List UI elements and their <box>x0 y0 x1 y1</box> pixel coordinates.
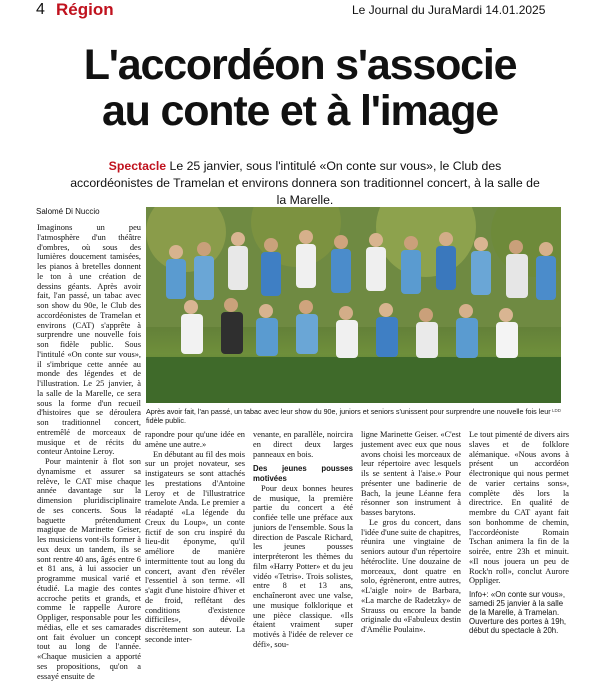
article-column-4 <box>361 430 461 635</box>
kicker: Spectacle <box>108 159 167 173</box>
headline <box>0 42 600 134</box>
paragraph: ligne Marinette Geiser. «C'est justement avec eux que nous avons choisi les morceaux de leur répertoire avec lesquels ils se sentent à l'aise.» Pour présenter une badinerie de Bach, la jeune Léanne fera résonner son instrument à basses barytons. <box>361 430 461 517</box>
paragraph: En débutant au fil des mois sur un projet novateur, ses instigateurs se sont attachés les prestations d'Antoine Leroy et de l'illustratrice tramelote Anda. Le premier a réadapté «La légende du Creux du Loup», un conte fictif de son cru inspiré du lieu-dit éponyme, qu'il améliore de manière intermittente tout au long du concert, avant d'en révéler l'essentiel à son terme. «Il s'agit d'une histoire d'hiver et de froid, reflétant des conditions d'existence difficiles», dévoile discrètement son auteur. La seconde inter- <box>145 449 245 644</box>
paragraph: Imaginons un peu l'atmosphère d'un théâtre d'ombres, où sous des lumières doucement tamisées, les pianos à bretelles donnent le ton à une création de dessins géants. Après avoir fait, l'an passé, un tabac avec son show du 90e, le Club des accordéonistes de Tramelan et environs (CAT) s'apprête à surprendre une nouvelle fois son fidèle public. Sous l'intitulé «On conte sur vous», il s'imbrique cette année au monde des légendes et de l'illustration. Le 25 janvier, à la salle de la Marelle, ce sera sous la forme d'un recueil d'histoires que se déroulera son traditionnel concert, entremêlé de morceaux de musique et de récits du conteur Antoine Leroy. <box>37 223 141 457</box>
byline: Salomé Di Nuccio <box>36 207 100 216</box>
lead-text: Le 25 janvier, sous l'intitulé «On conte sur vous», le Club des accordéonistes de Tramelan et environs donnera son traditionnel concert, à la salle de la Marelle. <box>70 159 540 207</box>
paragraph: Pour maintenir à flot son dynamisme et assurer sa relève, le CAT mise chaque année davantage sur la dimension pluridisciplinaire de ses concerts. Sous la baguette prétendument magique de Marinette Geiser, les musiciens vont-ils former à eux deux un tandem, ils se sont rentre 40 ans, âgés entre 6 et 81 ans, à lui associer un programme musical varié et étudié. La magie des contes accroche petits et grands, et comme le rappelle Aurore Oppliger, responsable pour les médias, elle et ses camarades ont fait évoluer un concept tout au long de l'année. «Chaque musicien a apporté ses propositions, qu'on a essayé ensuite de <box>37 457 141 681</box>
paragraph: rapondre pour qu'une idée en amène une autre.» <box>145 430 245 449</box>
issue-date: Mardi 14.01.2025 <box>452 3 546 17</box>
article-column-2 <box>145 430 245 645</box>
subheading: Des jeunes pousses motivées <box>253 464 353 483</box>
photo-credit: LDD <box>552 408 562 413</box>
headline-line-2: au conte et à l'image <box>101 87 499 135</box>
page-header <box>0 0 600 20</box>
section-title: Région <box>56 0 114 19</box>
paragraph: Pour deux bonnes heures de musique, la première partie du concert a été confiée telle une préface aux juniors de l'ensemble. Sous la direction de Pascale Richard, les jeunes pousses interpréteront les thèmes du film «Harry Potter» et du jeu vidéo «Tetris». Trois solistes, entre 8 et 13 ans, enchaîneront avec une valse, une musique folklorique et une pièce classique. «Ils étaient vraiment super motivés à l'idée de relever ce défi», sou- <box>253 483 353 649</box>
group-photo <box>146 207 561 403</box>
group-photo-illustration <box>146 207 561 403</box>
info-box: Info+: «On conte sur vous», samedi 25 janvier à la salle de la Marelle, à Tramelan. Ouverture des portes à 19h, début du spectacle à 20h. <box>469 590 567 635</box>
photo-caption: Après avoir fait, l'an passé, un tabac avec leur show du 90e, juniors et seniors s'unissent pour surprendre une nouvelle fois leur fidèle public. <box>146 407 551 425</box>
paragraph: venante, en parallèle, noircira en direct deux larges panneaux en bois. <box>253 430 353 459</box>
lead-paragraph <box>70 158 540 209</box>
article-column-5 <box>469 430 569 635</box>
newspaper-name: Le Journal du Jura <box>352 3 452 17</box>
article-column-3 <box>253 430 353 650</box>
article-column-1 <box>37 223 141 681</box>
paragraph: Le gros du concert, dans l'idée d'une suite de chapitres, réunira une vingtaine de seniors autour d'un répertoire hétéroclite. Une douzaine de morceaux, dont quatre en solo, égrèneront, entre autres, «L'aigle noir» de Barbara, «La marche de Radetzky» de Strauss ou encore la bande originale du «Fabuleux destin d'Amélie Poulain». <box>361 517 461 634</box>
paragraph: Le tout pimenté de divers airs slaves et de folklore alémanique. «Nous avons à présent un accordéon électronique qui nous permet de varier certains sons», complète dès lors la directrice. En qualité de membre du CAT ayant fait son bonhomme de chemin, l'accordéoniste Romain Tschan animera la fin de la soirée, entre 23h et minuit. «Il nous jouera un peu de Rock'n roll», conclut Aurore Oppliger. <box>469 430 569 586</box>
headline-line-1: L'accordéon s'associe <box>83 41 517 89</box>
page-number: 4 <box>36 1 45 18</box>
